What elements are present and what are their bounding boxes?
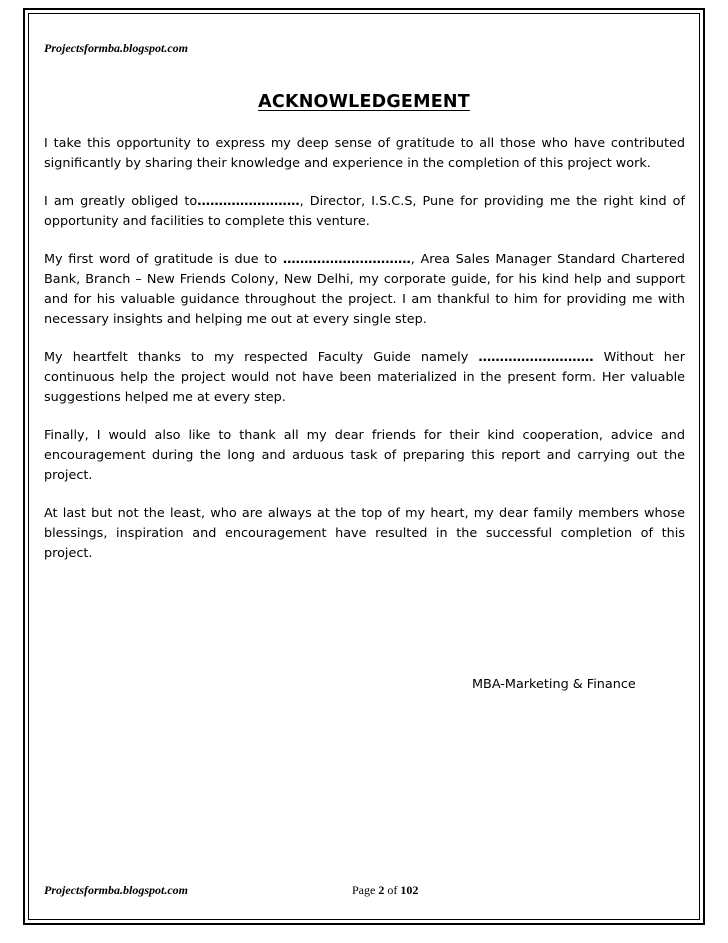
paragraph-2-text-a: I am greatly obliged to — [44, 194, 198, 209]
header-site-name: Projectsformba.blogspot.com — [44, 41, 188, 55]
paragraph-5: Finally, I would also like to thank all my dear friends for their kind cooperation, advice and encouragement during the long and arduous task of preparing this report and carrying out the project. — [44, 428, 685, 483]
paragraph-3-blank: ………………………… — [282, 252, 411, 267]
current-page: 2 — [378, 883, 385, 897]
paragraph-2 — [44, 192, 685, 232]
paragraph-4 — [44, 348, 685, 408]
page-label: Page — [352, 883, 376, 897]
signature-line: MBA-Marketing & Finance — [472, 677, 636, 692]
acknowledgement-body — [44, 134, 685, 582]
paragraph-3 — [44, 250, 685, 330]
total-pages: 102 — [400, 883, 419, 897]
paragraph-3-text-a: My first word of gratitude is due to — [44, 252, 283, 267]
page-title: ACKNOWLEDGEMENT — [258, 92, 470, 112]
paragraph-4-text-a: My heartfelt thanks to my respected Faculty Guide namely — [44, 350, 479, 365]
of-label: of — [387, 883, 398, 897]
paragraph-4-text-b: Without her continuous help the project would not have been materialized in the present form. Her valuable suggestions helped me at every step. — [44, 350, 685, 405]
paragraph-6: At last but not the least, who are always at the top of my heart, my dear family members whose blessings, inspiration and encouragement have resulted in the successful completion of this project. — [44, 506, 685, 561]
paragraph-2-blank: …………………… — [197, 194, 300, 209]
paragraph-2-text-b: , Director, I.S.C.S, Pune for providing me the right kind of opportunity and facilities to complete this venture. — [44, 194, 685, 229]
paragraph-3-text-b: , Area Sales Manager Standard Chartered Bank, Branch – New Friends Colony, New Delhi, my corporate guide, for his kind help and support and for his valuable guidance throughout the project. I am thankful to him for providing me with necessary insights and helping me out at every single step. — [44, 252, 685, 327]
footer-site-name: Projectsformba.blogspot.com — [44, 883, 188, 897]
paragraph-4-blank: ……………………… — [478, 350, 594, 365]
page-number — [352, 883, 418, 898]
paragraph-1: I take this opportunity to express my deep sense of gratitude to all those who have contributed significantly by sharing their knowledge and experience in the completion of this project work. — [44, 136, 685, 171]
